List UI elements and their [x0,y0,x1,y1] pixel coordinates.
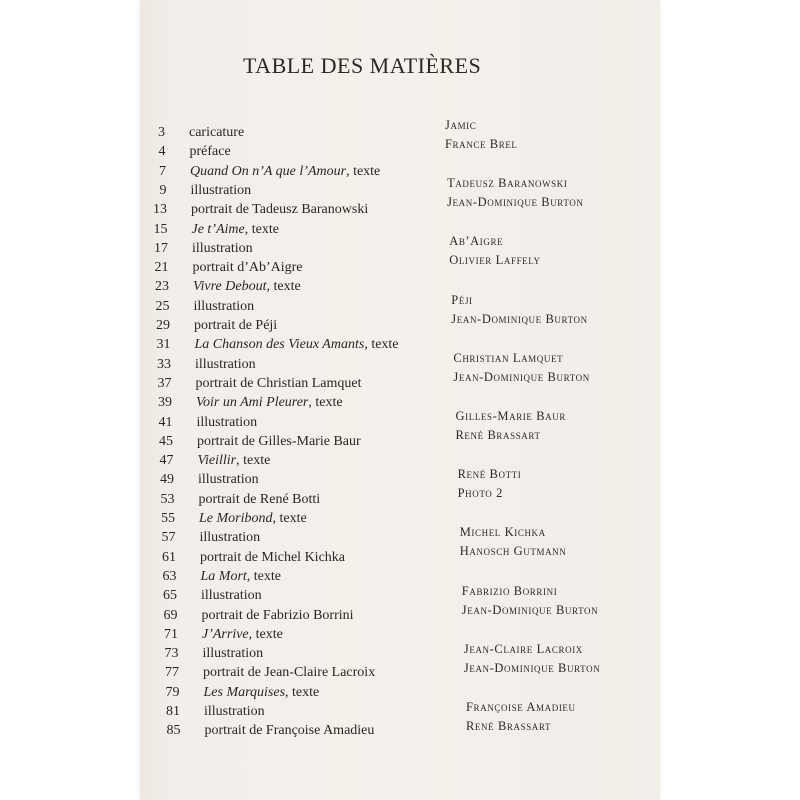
toc-entry-title: J’Arrive [202,626,249,642]
toc-entry-title: illustration [204,704,265,719]
toc-entry-suffix: , texte [244,221,279,237]
toc-entry-label [204,704,265,720]
toc-entry-title: Les Marquises [203,684,286,700]
toc-page-number: 9 [159,182,167,198]
toc-entry-label [203,646,264,662]
toc-page-number: 61 [162,549,176,565]
credit-artist: Gilles-Marie Baur [455,409,566,423]
credit-artist: Michel Kichka [459,525,546,540]
toc-page-number: 85 [166,723,181,739]
toc-entry-label [200,550,345,566]
toc-page-number: 65 [163,588,177,604]
toc-entry-suffix: , texte [308,395,343,411]
credit-photographer: Jean-Dominique Burton [447,195,584,210]
toc-entry-label [195,337,399,353]
toc-page-number: 55 [161,511,175,526]
toc-page-number: 33 [157,356,171,372]
toc-entry-label [196,376,362,392]
toc-entry-label [205,723,375,739]
toc-entry-label [197,434,361,450]
toc-entry-title: Quand On n’A que l’Amour [190,163,347,179]
credit-photographer: Olivier Laffely [449,253,541,268]
toc-entry-label [201,569,282,585]
credit-artist: Jamic [445,118,477,132]
toc-entry-label [197,415,258,431]
toc-page-number: 3 [158,125,165,140]
toc-page-number: 81 [166,704,180,719]
toc-entry-title: portrait de Françoise Amadieu [204,723,375,739]
credit-photographer: Jean-Dominique Burton [451,311,588,326]
toc-page-number: 37 [157,375,172,391]
toc-entry-title: portrait de Fabrizio Borrini [201,607,354,623]
toc-page-number: 45 [159,433,173,449]
credit-photographer: René Brassart [455,428,541,442]
credit-artist: René Botti [457,467,522,482]
toc-entry-title: portrait de Gilles-Marie Baur [197,433,361,449]
toc-entry-title: illustration [195,356,256,372]
toc-entry-title: portrait de Tadeusz Baranowski [191,202,369,218]
credit-artist: Tadeusz Baranowski [447,176,568,191]
toc-entry-title: Je t’Aime [191,221,245,237]
toc-entry-label [192,222,279,238]
toc-entry-label [194,318,277,334]
toc-entry-title: portrait de Christian Lamquet [195,375,362,391]
toc-entry-title: La Mort [200,568,247,584]
toc-page-number: 15 [153,221,168,237]
toc-entry-title: portrait de Michel Kichka [200,549,346,565]
toc-entry-label [189,125,244,141]
toc-entry-title: illustration [199,530,261,546]
credit-photographer: France Brel [445,137,518,151]
toc-entry-title: illustration [192,240,253,256]
toc-entry-label [198,453,271,469]
toc-entry-title: illustration [201,588,262,604]
toc-page-number: 17 [154,240,168,256]
toc-entry-suffix: , texte [272,511,307,526]
credit-photographer: Photo 2 [457,486,503,501]
toc-entry-title: illustration [202,646,264,662]
toc-entry-suffix: , texte [236,453,271,469]
credit-artist: Françoise Amadieu [466,700,576,714]
toc-entry-title: préface [189,144,231,160]
toc-entry-label [202,608,354,624]
toc-entry-label [201,588,262,604]
credit-artist: Péji [451,292,473,307]
toc-entry-title: portrait de René Botti [198,491,321,507]
toc-page-number: 73 [164,646,179,662]
credit-photographer: Jean-Dominique Burton [453,369,590,384]
toc-entry-title: illustration [196,414,258,430]
toc-page-number: 77 [165,665,179,681]
credit-artist: Fabrizio Borrini [461,583,558,598]
credit-artist: Jean-Claire Lacroix [463,641,583,656]
toc-entry-label [199,492,321,508]
toc-entry-suffix: , texte [346,163,381,179]
toc-page-number: 41 [158,414,173,430]
toc-page-number: 13 [153,202,167,218]
toc-entry-title: illustration [190,182,252,198]
toc-entry-label [193,279,301,295]
toc-entry-title: Le Moribond [199,511,273,526]
credit-photographer: René Brassart [466,719,552,733]
toc-page-number: 29 [156,318,170,333]
toc-page-number: 21 [154,260,169,276]
toc-entry-suffix: , texte [285,684,320,700]
toc-page-number: 23 [155,279,169,295]
toc-entry-label [198,472,259,488]
toc-entry-title: Vieillir [197,453,237,469]
credit-photographer: Jean-Dominique Burton [463,660,601,675]
toc-entry-title: La Chanson des Vieux Amants [194,337,365,353]
toc-entry-label [203,665,375,681]
toc-entry-label [194,299,255,315]
toc-page-number: 57 [161,530,176,546]
toc-entry-label [200,530,261,546]
toc-entry-suffix: , texte [364,337,399,353]
toc-page-number: 4 [158,144,166,160]
toc-page-number: 71 [164,626,178,642]
credit-photographer: Hanosch Gutmann [459,544,567,559]
toc-entry-label [199,511,307,527]
toc-page-number: 53 [160,491,175,507]
toc-page-number: 7 [159,163,166,179]
toc-page-number: 49 [160,472,174,488]
toc-page-number: 63 [162,568,177,584]
toc-entry-label [202,627,283,643]
toc-entry-label [190,144,231,160]
page-title: TABLE DES MATIÈRES [243,53,482,78]
toc-entry-label [191,183,252,199]
toc-page-number: 79 [165,684,180,700]
toc-entry-title: illustration [193,298,255,314]
toc-entry-label [195,357,256,373]
toc-entry-title: portrait d’Ab’Aigre [192,260,303,276]
toc-entry-label [204,685,320,701]
toc-entry-label [191,202,368,218]
toc-entry-title: portrait de Péji [194,318,278,333]
toc-entry-title: Vivre Debout [193,279,267,295]
toc-entry-suffix: , texte [266,279,301,295]
toc-entry-suffix: , texte [248,626,283,642]
toc-entry-title: caricature [189,125,245,140]
credit-artist: Christian Lamquet [453,350,564,365]
toc-entry-label [193,260,303,276]
toc-entry-title: illustration [198,472,259,488]
toc-entry-label [196,395,343,411]
toc-page-number: 69 [163,607,178,623]
toc-entry-label [192,241,253,257]
toc-entry-title: portrait de Jean-Claire Lacroix [203,665,376,681]
toc-page-number: 25 [155,298,170,314]
toc-page-number: 31 [156,337,171,353]
toc-page-number: 47 [159,453,174,469]
toc-entry-suffix: , texte [246,568,282,584]
toc-entry-label [190,164,380,180]
toc-page-number: 39 [158,395,172,411]
credit-photographer: Jean-Dominique Burton [461,602,599,617]
toc-entry-title: Voir un Ami Pleurer [196,395,309,411]
credit-artist: Ab’Aigre [449,234,504,249]
